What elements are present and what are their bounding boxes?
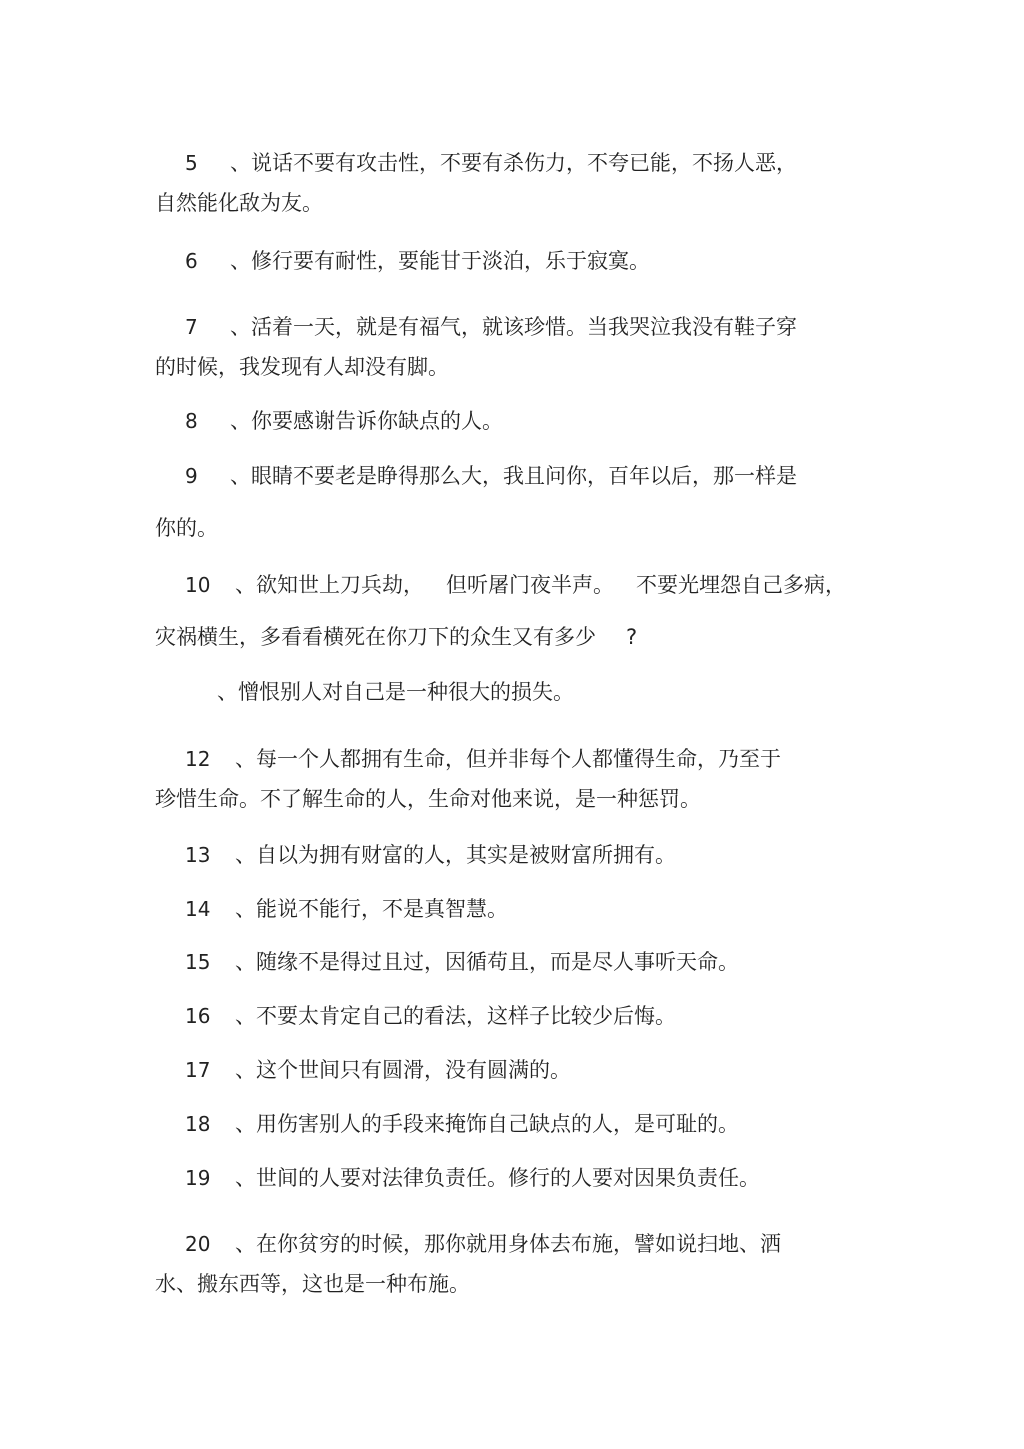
quote-line bbox=[155, 1104, 845, 1144]
quote-text: 、用伤害别人的手段来掩饰自己缺点的人，是可耻的。 bbox=[235, 1112, 739, 1136]
quote-line bbox=[155, 779, 845, 819]
quote-text: 、眼睛不要老是睁得那么大，我且问你，百年以后，那一样是 bbox=[230, 464, 797, 488]
quote-number: 10 bbox=[185, 573, 211, 597]
quote-line bbox=[155, 996, 845, 1036]
quote-line bbox=[155, 401, 845, 441]
quote-number: 17 bbox=[185, 1058, 211, 1082]
quote-line bbox=[155, 611, 845, 663]
quote-line bbox=[155, 739, 845, 779]
quote-text: 、自以为拥有财富的人，其实是被财富所拥有。 bbox=[235, 843, 676, 867]
quote-item bbox=[155, 307, 845, 387]
quote-number: 6 bbox=[185, 249, 198, 273]
quote-item bbox=[155, 401, 845, 441]
quote-text: 但听屠门夜半声。 bbox=[446, 573, 614, 597]
quote-line bbox=[155, 347, 845, 387]
quote-text: 、不要太肯定自己的看法，这样子比较少后悔。 bbox=[235, 1004, 676, 1028]
quote-number: 13 bbox=[185, 843, 211, 867]
quote-text: 、你要感谢告诉你缺点的人。 bbox=[230, 409, 503, 433]
quote-item bbox=[155, 559, 845, 663]
quote-item bbox=[155, 143, 845, 223]
quote-number: 18 bbox=[185, 1112, 211, 1136]
quote-text: 珍惜生命。不了解生命的人，生命对他来说，是一种惩罚。 bbox=[155, 787, 701, 811]
quote-number: 12 bbox=[185, 747, 211, 771]
quote-text: 、欲知世上刀兵劫， bbox=[235, 573, 424, 597]
quote-item bbox=[155, 241, 845, 281]
quote-text: 、活着一天，就是有福气，就该珍惜。当我哭泣我没有鞋子穿 bbox=[230, 315, 797, 339]
quote-item bbox=[155, 996, 845, 1036]
quote-item bbox=[155, 1104, 845, 1144]
quote-item bbox=[155, 1224, 845, 1304]
quote-line bbox=[155, 1050, 845, 1090]
quote-text: 、这个世间只有圆滑，没有圆满的。 bbox=[235, 1058, 571, 1082]
quote-line bbox=[155, 889, 845, 929]
quote-line bbox=[155, 307, 845, 347]
quote-line bbox=[155, 143, 845, 183]
quote-number: 8 bbox=[185, 409, 198, 433]
quote-text: 水、搬东西等，这也是一种布施。 bbox=[155, 1272, 470, 1296]
quote-number: 14 bbox=[185, 897, 211, 921]
quote-line bbox=[155, 835, 845, 875]
quote-number: 5 bbox=[185, 151, 198, 175]
quote-item bbox=[155, 739, 845, 819]
quote-text: 、世间的人要对法律负责任。修行的人要对因果负责任。 bbox=[235, 1166, 760, 1190]
quote-text: 自然能化敌为友。 bbox=[155, 191, 323, 215]
quote-text: 、修行要有耐性，要能甘于淡泊，乐于寂寞。 bbox=[230, 249, 650, 273]
quote-number: 20 bbox=[185, 1232, 211, 1256]
quote-line bbox=[155, 1264, 845, 1304]
quote-item bbox=[155, 672, 845, 712]
quote-text: 、每一个人都拥有生命，但并非每个人都懂得生命，乃至于 bbox=[235, 747, 781, 771]
quote-item bbox=[155, 1050, 845, 1090]
quote-line bbox=[155, 502, 845, 554]
quote-item bbox=[155, 889, 845, 929]
quote-line bbox=[155, 1224, 845, 1264]
quote-text: 、随缘不是得过且过，因循苟且，而是尽人事听天命。 bbox=[235, 950, 739, 974]
quote-text: 不要光埋怨自己多病， bbox=[636, 573, 846, 597]
quote-text: 的时候，我发现有人却没有脚。 bbox=[155, 355, 449, 379]
quote-line bbox=[155, 450, 845, 502]
quote-text: 、能说不能行，不是真智慧。 bbox=[235, 897, 508, 921]
quote-text: 、在你贫穷的时候，那你就用身体去布施，譬如说扫地、洒 bbox=[235, 1232, 781, 1256]
quote-line bbox=[155, 559, 845, 611]
quote-item bbox=[155, 835, 845, 875]
quote-item bbox=[155, 1158, 845, 1198]
quote-item bbox=[155, 942, 845, 982]
quote-text: 你的。 bbox=[155, 516, 218, 540]
quote-number: 9 bbox=[185, 464, 198, 488]
quote-line bbox=[155, 672, 845, 712]
quote-text: 、憎恨别人对自己是一种很大的损失。 bbox=[217, 680, 574, 704]
quote-text: 灾祸横生，多看看横死在你刀下的众生又有多少 bbox=[155, 625, 596, 649]
quote-line bbox=[155, 1158, 845, 1198]
quote-number: 16 bbox=[185, 1004, 211, 1028]
quote-number: 15 bbox=[185, 950, 211, 974]
quote-text: 、说话不要有攻击性，不要有杀伤力，不夸已能，不扬人恶， bbox=[230, 151, 797, 175]
quote-line bbox=[155, 183, 845, 223]
quote-item bbox=[155, 450, 845, 554]
quote-line bbox=[155, 942, 845, 982]
quote-line bbox=[155, 241, 845, 281]
quote-number: 7 bbox=[185, 315, 198, 339]
question-mark: ? bbox=[626, 625, 638, 649]
quote-number: 19 bbox=[185, 1166, 211, 1190]
